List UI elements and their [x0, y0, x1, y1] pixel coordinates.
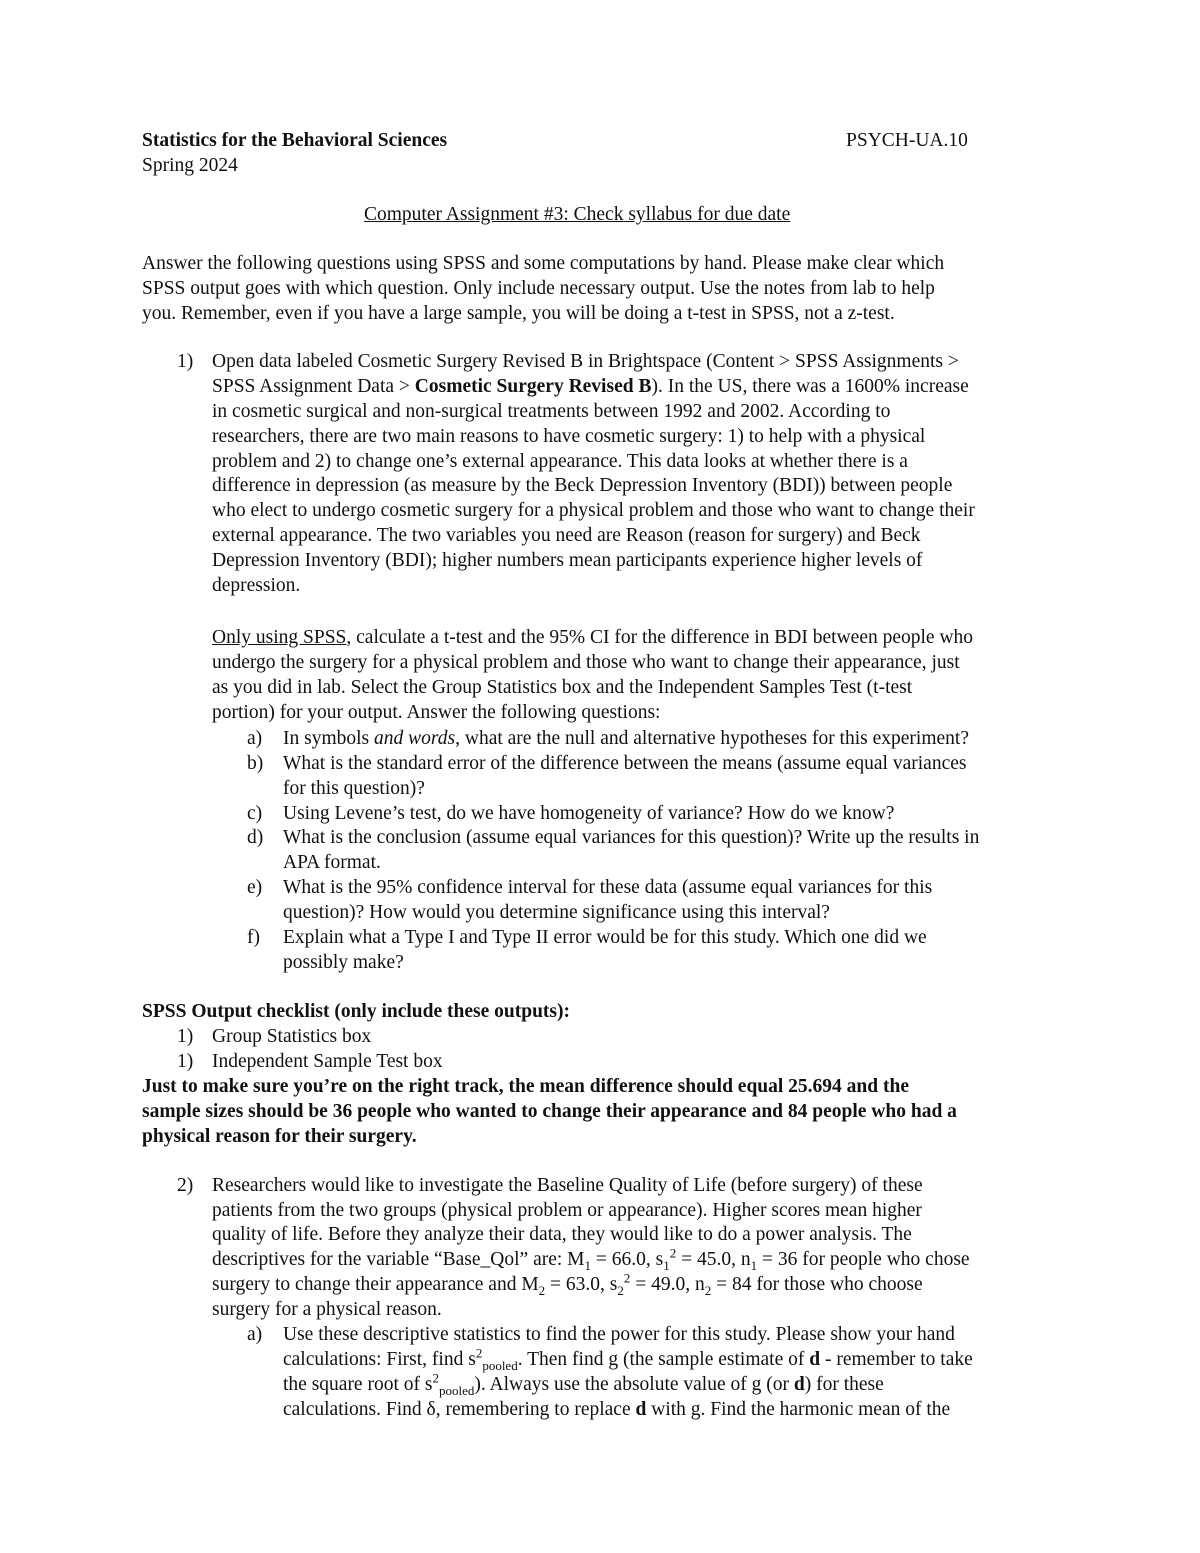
sub-item-line: What is the standard error of the difference between the means (assume equal variances	[283, 753, 967, 774]
bold-symbol: d	[793, 1374, 805, 1395]
text-run: = 36 for people who chose	[757, 1249, 970, 1270]
question-line: Depression Inventory (BDI); higher numbers mean participants experience higher levels of	[212, 550, 923, 571]
intro-line: Answer the following questions using SPSS and some computations by hand. Please make clear which	[142, 253, 945, 274]
italic-text: and words	[374, 728, 456, 749]
question-line: depression.	[212, 575, 301, 596]
question-line: Open data labeled Cosmetic Surgery Revised B in Brightspace (Content > SPSS Assignments >	[212, 351, 959, 372]
checklist-number: 1)	[177, 1051, 194, 1072]
question-line: in cosmetic surgical and non-surgical treatments between 1992 and 2002. According to	[212, 401, 891, 422]
text-run: = 66.0, s	[591, 1249, 664, 1270]
question-line: surgery for a physical reason.	[212, 1299, 442, 1320]
checklist-item: Independent Sample Test box	[212, 1051, 443, 1072]
assignment-title: Computer Assignment #3: Check syllabus for due date	[364, 204, 791, 225]
text-run: calculations: First, find s	[283, 1349, 476, 1370]
question-line: patients from the two groups (physical problem or appearance). Higher scores mean higher	[212, 1200, 922, 1221]
course-code: PSYCH-UA.10	[846, 130, 968, 151]
superscript: 2	[432, 1370, 439, 1386]
sub-item-line	[283, 727, 969, 752]
question-line: quality of life. Before they analyze their data, they would like to do a power analysis. The	[212, 1224, 912, 1245]
sub-item-line: Explain what a Type I and Type II error would be for this study. Which one did we	[283, 927, 927, 948]
text-run: the square root of s	[283, 1374, 433, 1395]
underlined-text: Only using SPSS	[212, 627, 347, 648]
sub-item-line: Use these descriptive statistics to find the power for this study. Please show your hand	[283, 1324, 955, 1345]
sub-item-letter: a)	[247, 1324, 263, 1345]
text-run: = 63.0, s	[545, 1274, 618, 1295]
question-line	[212, 1270, 923, 1298]
text-run: - remember to take	[820, 1349, 973, 1370]
sub-item-letter: e)	[247, 877, 263, 898]
question-line	[212, 626, 973, 651]
sub-item-letter: f)	[247, 927, 260, 948]
question-line: external appearance. The two variables you need are Reason (reason for surgery) and Beck	[212, 525, 921, 546]
course-title: Statistics for the Behavioral Sciences	[142, 130, 448, 151]
checklist-note: Just to make sure you’re on the right track, the mean difference should equal 25.694 and the	[142, 1076, 909, 1097]
subscript: 1	[663, 1257, 670, 1273]
question-line: researchers, there are two main reasons to have cosmetic surgery: 1) to help with a physical	[212, 426, 926, 447]
text-run: = 84 for those who choose	[711, 1274, 923, 1295]
text-run: SPSS Assignment Data >	[212, 376, 415, 397]
sub-item-line: for this question)?	[283, 778, 425, 799]
superscript: 2	[623, 1270, 631, 1286]
sub-item-line: What is the conclusion (assume equal variances for this question)? Write up the results in	[283, 827, 980, 848]
sub-item-letter: b)	[247, 753, 264, 774]
question-line	[212, 1245, 970, 1273]
intro-line: SPSS output goes with which question. Only include necessary output. Use the notes from lab to help	[142, 278, 935, 299]
question-line: undergo the surgery for a physical problem and those who want to change their appearance, just	[212, 652, 960, 673]
text-run: In symbols	[283, 728, 375, 749]
sub-item-letter: c)	[247, 803, 263, 824]
question-line: portion) for your output. Answer the following questions:	[212, 702, 661, 723]
question-line: difference in depression (as measure by the Beck Depression Inventory (BDI)) between people	[212, 475, 953, 496]
superscript: 2	[669, 1245, 677, 1261]
text-run: = 49.0, n	[630, 1274, 705, 1295]
bold-symbol: d	[809, 1349, 821, 1370]
superscript: 2	[475, 1345, 483, 1361]
question-number: 1)	[177, 351, 194, 372]
text-run: . Then find g (the sample estimate of	[517, 1349, 810, 1370]
subscript: 1	[584, 1257, 592, 1273]
text-run: = 45.0, n	[676, 1249, 751, 1270]
sub-item-line: What is the 95% confidence interval for these data (assume equal variances for this	[283, 877, 933, 898]
question-line: Researchers would like to investigate the Baseline Quality of Life (before surgery) of these	[212, 1175, 923, 1196]
sub-item-line	[283, 1398, 950, 1423]
text-run: descriptives for the variable “Base_Qol” are: M	[212, 1249, 585, 1270]
checklist-number: 1)	[177, 1026, 194, 1047]
question-line: as you did in lab. Select the Group Statistics box and the Independent Samples Test (t-test	[212, 677, 913, 698]
question-line: problem and 2) to change one’s external appearance. This data looks at whether there is a	[212, 451, 908, 472]
checklist-item: Group Statistics box	[212, 1026, 372, 1047]
subscript: 2	[538, 1282, 546, 1298]
subscript: 1	[750, 1257, 758, 1273]
term: Spring 2024	[142, 155, 238, 176]
sub-item-line: APA format.	[283, 852, 381, 873]
text-run: with g. Find the harmonic mean of the	[646, 1399, 951, 1420]
dataset-name: Cosmetic Surgery Revised B	[414, 376, 652, 397]
intro-line: you. Remember, even if you have a large sample, you will be doing a t-test in SPSS, not a z-test.	[142, 303, 895, 324]
sub-item-line: possibly make?	[283, 952, 404, 973]
subscript: pooled	[482, 1357, 518, 1373]
subscript: 2	[617, 1282, 624, 1298]
sub-item-letter: a)	[247, 728, 263, 749]
question-line	[212, 375, 969, 400]
text-run: ). Always use the absolute value of g (or	[474, 1374, 794, 1395]
checklist-note: sample sizes should be 36 people who wanted to change their appearance and 84 people who had a	[142, 1101, 957, 1122]
sub-item-line: Using Levene’s test, do we have homogeneity of variance? How do we know?	[283, 803, 895, 824]
question-line: who elect to undergo cosmetic surgery for a physical problem and those who want to change their	[212, 500, 975, 521]
sub-item-line	[283, 1345, 973, 1373]
subscript: pooled	[438, 1382, 475, 1398]
text-run: , calculate a t-test and the 95% CI for the difference in BDI between people who	[346, 627, 974, 648]
subscript: 2	[704, 1282, 712, 1298]
checklist-heading: SPSS Output checklist (only include these outputs):	[142, 1001, 570, 1022]
sub-item-line: question)? How would you determine significance using this interval?	[283, 902, 830, 923]
sub-item-line	[283, 1370, 884, 1398]
bold-symbol: d	[635, 1399, 647, 1420]
checklist-note: physical reason for their surgery.	[142, 1126, 417, 1147]
text-run: surgery to change their appearance and M	[212, 1274, 539, 1295]
sub-item-letter: d)	[247, 827, 264, 848]
question-number: 2)	[177, 1175, 194, 1196]
text-run: , what are the null and alternative hypotheses for this experiment?	[455, 728, 969, 749]
text-run: calculations. Find δ, remembering to replace	[283, 1399, 636, 1420]
text-run: ). In the US, there was a 1600% increase	[651, 376, 969, 397]
text-run: ) for these	[804, 1374, 884, 1395]
